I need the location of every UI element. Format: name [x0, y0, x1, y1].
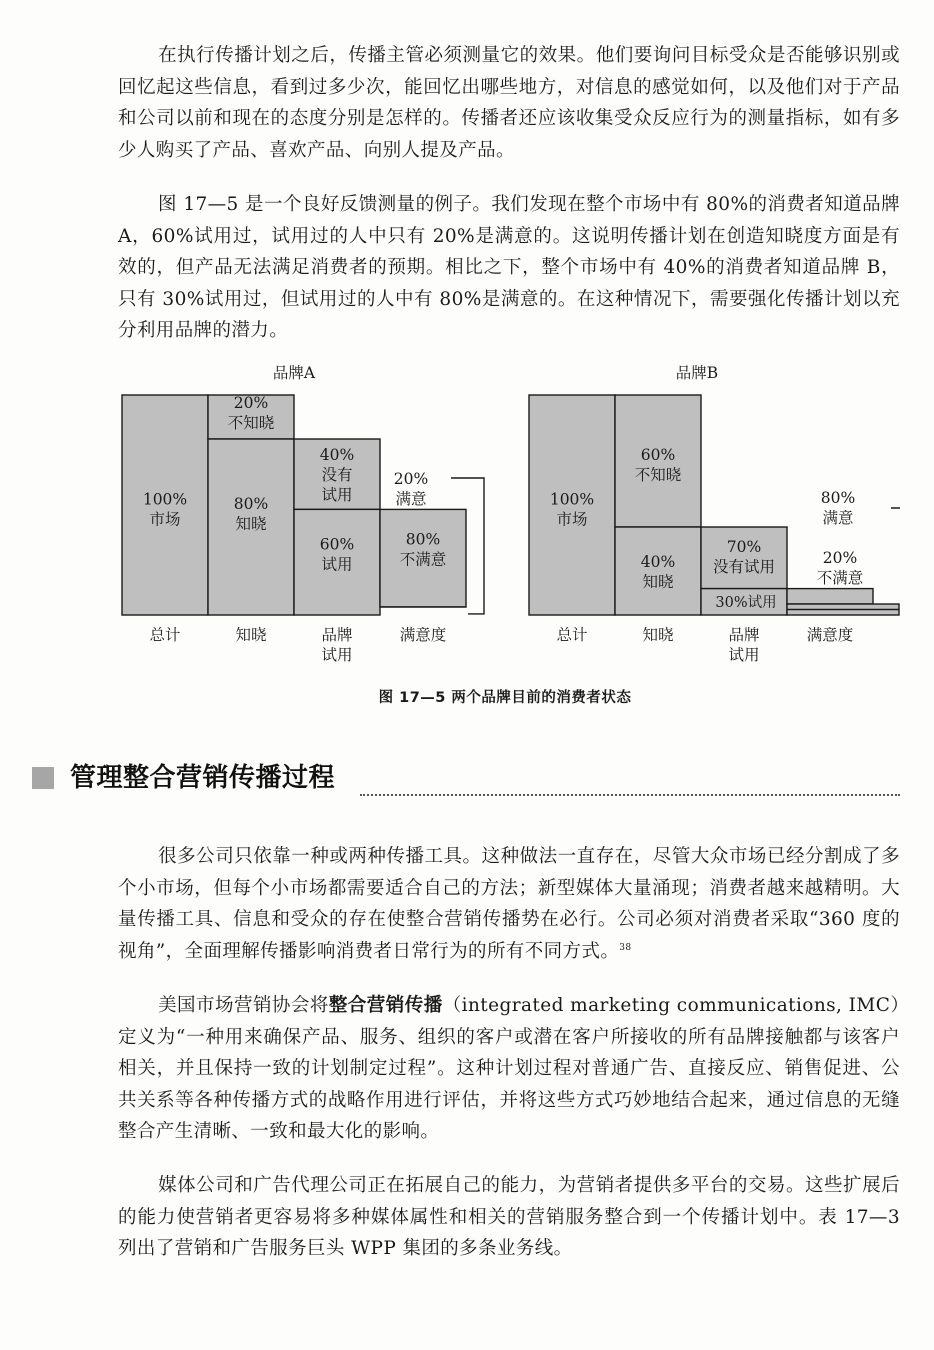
label-unaware — [635, 446, 682, 484]
figure-caption: 图 17—5 两个品牌目前的消费者状态 — [378, 690, 632, 706]
label-tried — [320, 535, 354, 573]
label-total-market-line: 市场 — [556, 510, 588, 529]
bar-dissatisfied-area — [787, 589, 873, 604]
label-dissatisfied-line: 不满意 — [399, 550, 447, 569]
label-total-market-line: 100% — [549, 490, 595, 509]
label-total-market — [550, 490, 594, 528]
key-term: 整合营销传播 — [328, 995, 443, 1016]
label-total-market-line: 100% — [142, 490, 188, 509]
paragraph-text: 在执行传播计划之后，传播主管必须测量它的效果。他们要询问目标受众是否能够识别或回忆起这些信息，看到过多少次，能回忆出哪些地方，对信息的感觉如何，以及他们对于产品和公司以前和现在的态度分别是怎样的。传播者还应该收集受众反应行为的测量指标，如有多少人购买了产品、喜欢产品、向别人提及产品。 — [118, 45, 900, 161]
paragraph-imc-definition — [118, 990, 900, 1148]
label-dissatisfied-line: 20% — [822, 549, 858, 568]
chart-title — [676, 364, 718, 382]
paragraph-media-companies — [118, 1170, 900, 1265]
chart-title — [273, 364, 316, 382]
chart-title-line: 品牌A — [272, 364, 316, 382]
label-not-tried-line: 70% — [726, 538, 762, 557]
category-label — [807, 626, 854, 644]
category-label — [149, 626, 180, 644]
label-not-tried-line: 没有 — [321, 466, 353, 484]
paragraph-figure-explanation — [118, 189, 900, 347]
label-total-market — [143, 490, 187, 528]
satisfied-bracket — [891, 508, 900, 598]
label-aware-line: 40% — [640, 553, 676, 572]
label-total-market-line: 市场 — [149, 510, 181, 529]
paragraph-text: 美国市场营销协会将 — [158, 995, 329, 1016]
figure-17-5 — [110, 358, 900, 718]
label-dissatisfied-line: 80% — [405, 530, 441, 549]
label-aware — [234, 495, 268, 533]
label-dissatisfied — [400, 530, 447, 568]
label-satisfied — [821, 489, 855, 527]
label-not-tried — [320, 446, 354, 504]
section-header — [30, 758, 900, 800]
category-label-line: 总计 — [149, 626, 181, 644]
category-label-line: 品牌 — [728, 626, 760, 645]
category-label — [728, 626, 759, 664]
paragraph-feedback-measurement — [118, 40, 900, 166]
category-label — [321, 626, 352, 664]
category-label-line: 知晓 — [642, 626, 674, 644]
category-label-line: 满意度 — [399, 626, 447, 644]
label-aware-line: 80% — [233, 495, 269, 514]
category-label-line: 品牌 — [321, 626, 353, 645]
label-satisfied-line: 20% — [393, 470, 429, 489]
category-label — [556, 626, 587, 644]
label-aware-line: 知晓 — [642, 572, 674, 591]
paragraph-text: （integrated marketing communications, IMC）定义为“一种用来确保产品、服务、组织的客户或潜在客户所接收的所有品牌接触都与该客户相关，并且保持一致的计划制定过程”。这种计划过程对普通广告、直接反应、销售促进、公共关系等各种传播方式的战略作用进行评估，并将这些方式巧妙地结合起来，通过信息的无缝整合产生清晰、一致和最大化的影响。 — [118, 995, 900, 1142]
label-unaware — [228, 394, 275, 432]
label-satisfied-line: 满意 — [395, 489, 427, 508]
label-satisfied-line: 满意 — [822, 508, 854, 527]
category-label-line: 试用 — [321, 645, 353, 664]
category-label — [642, 625, 673, 644]
chart-title-line: 品牌B — [675, 364, 719, 382]
label-dissatisfied — [817, 549, 864, 587]
category-label-line: 总计 — [556, 626, 588, 644]
label-unaware-line: 20% — [233, 394, 269, 413]
paragraph-text: 媒体公司和广告代理公司正在拓展自己的能力，为营销者提供多平台的交易。这些扩展后的能力使营销者更容易将多种媒体属性和相关的营销服务整合到一个传播计划中。表 17—3 列出了营销和广告服务巨头 WPP 集团的多条业务线。 — [118, 1175, 900, 1259]
paragraph-imc-need — [118, 841, 900, 967]
category-label — [400, 626, 447, 644]
label-not-tried-line: 40% — [319, 446, 355, 465]
label-not-tried-line: 没有试用 — [712, 557, 776, 576]
paragraph-text: 很多公司只依靠一种或两种传播工具。这种做法一直存在，尽管大众市场已经分割成了多个小市场，但每个小市场都需要适合自己的方法；新型媒体大量涌现；消费者越来越精明。大量传播工具、信息和受众的存在使整合营销传播势在必行。公司必须对消费者采取“360 度的视角”，全面理解传播影响消费者日常行为的所有不同方式。 — [118, 846, 900, 962]
label-tried — [715, 594, 776, 611]
section-dotted-rule — [360, 794, 900, 796]
label-tried-line: 试用 — [321, 555, 353, 574]
label-unaware-line: 不知晓 — [634, 465, 682, 484]
section-title: 管理整合营销传播过程 — [70, 763, 336, 793]
category-label-line: 试用 — [728, 645, 760, 664]
label-aware — [641, 553, 675, 591]
paragraph-text: 图 17—5 是一个良好反馈测量的例子。我们发现在整个市场中有 80%的消费者知道品牌 A，60%试用过，试用过的人中只有 20%是满意的。这说明传播计划在创造知晓度方面是有效的，但产品无法满足消费者的预期。相比之下，整个市场中有 40%的消费者知道品牌 B，只有 30%试用过，但试用过的人中有 80%是满意的。在这种情况下，需要强化传播计划以充分利用品牌的潜力。 — [118, 194, 900, 341]
label-not-tried-line: 试用 — [321, 485, 353, 504]
label-satisfied — [394, 470, 428, 508]
category-label-line: 知晓 — [235, 626, 267, 644]
consumer-status-chart — [110, 358, 900, 678]
label-dissatisfied-line: 不满意 — [816, 568, 864, 587]
label-unaware-line: 60% — [640, 446, 676, 465]
label-tried-line: 30%试用 — [715, 594, 777, 611]
label-unaware-line: 不知晓 — [227, 413, 275, 432]
category-label-line: 满意度 — [806, 626, 854, 644]
footnote-marker: 38 — [619, 942, 632, 953]
label-tried-line: 60% — [319, 535, 355, 554]
section-marker-icon — [32, 767, 54, 789]
label-aware-line: 知晓 — [235, 514, 267, 533]
category-label — [235, 625, 266, 644]
label-satisfied-line: 80% — [820, 489, 856, 508]
